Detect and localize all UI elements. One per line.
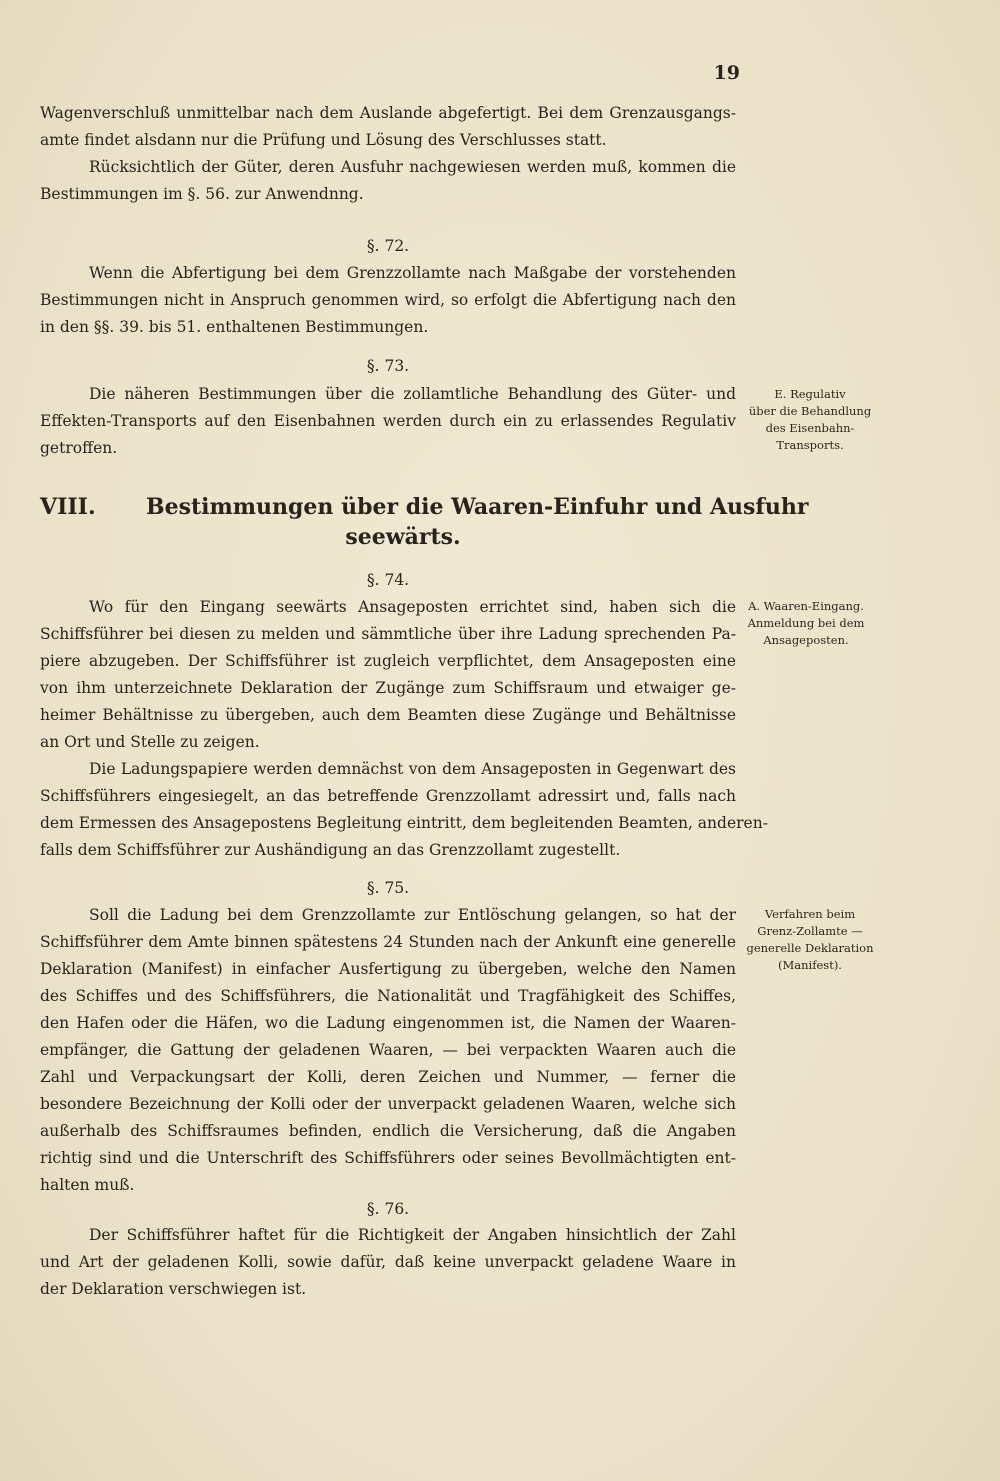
- text-line: getroffen.: [40, 439, 118, 457]
- text-line: den Hafen oder die Häfen, wo die Ladung eingenommen ist, die Namen der Waaren-: [40, 1014, 736, 1032]
- paragraph-74: [40, 594, 768, 864]
- text-line: Wagenverschluß unmittelbar nach dem Auslande abgefertigt. Bei dem Grenzausgangs-: [40, 104, 736, 122]
- text-line: falls dem Schiffsführer zur Aushändigung an das Grenzzollamt zugestellt.: [40, 841, 621, 859]
- paragraph-continuation: [40, 100, 736, 208]
- section-heading-74: §. 74.: [366, 571, 410, 589]
- chapter-title-line2: seewärts.: [345, 524, 461, 550]
- paragraph-73: [40, 381, 736, 462]
- text-line: des Schiffes und des Schiffsführers, die Nationalität und Tragfähigkeit des Schiffes,: [40, 987, 736, 1005]
- text-line: Effekten-Transports auf den Eisenbahnen werden durch ein zu erlassendes Regulativ: [40, 412, 736, 430]
- text-line: Schiffsführer dem Amte binnen spätestens 24 Stunden nach der Ankunft eine generelle: [40, 933, 736, 951]
- text-line: Soll die Ladung bei dem Grenzzollamte zur Entlöschung gelangen, so hat der: [89, 906, 736, 924]
- section-heading-75: §. 75.: [366, 879, 410, 897]
- text-line: Schiffsführer bei diesen zu melden und sämmtliche über ihre Ladung sprechenden Pa-: [40, 625, 736, 643]
- chapter-heading: [40, 492, 809, 552]
- text-line: piere abzugeben. Der Schiffsführer ist zugleich verpflichtet, dem Ansageposten eine: [40, 652, 736, 670]
- margin-note-line: (Manifest).: [778, 958, 842, 972]
- margin-note-line: Ansageposten.: [763, 633, 849, 647]
- paragraph-72: [40, 260, 736, 341]
- text-line: halten muß.: [40, 1176, 135, 1194]
- text-line: in den §§. 39. bis 51. enthaltenen Bestimmungen.: [40, 318, 429, 336]
- margin-note-line: Grenz-Zollamte —: [757, 924, 863, 938]
- margin-note-line: Anmeldung bei dem: [747, 616, 865, 630]
- section-heading-76: §. 76.: [366, 1200, 410, 1218]
- margin-note-line: Transports.: [776, 438, 844, 452]
- text-line: Der Schiffsführer haftet für die Richtigkeit der Angaben hinsichtlich der Zahl: [89, 1226, 736, 1244]
- margin-note-line: Verfahren beim: [764, 907, 856, 921]
- text-line: der Deklaration verschwiegen ist.: [40, 1280, 307, 1298]
- text-line: Bestimmungen im §. 56. zur Anwendnng.: [40, 185, 364, 203]
- text-line: dem Ermessen des Ansagepostens Begleitung eintritt, dem begleitenden Beamten, anderen-: [40, 814, 768, 832]
- text-line: Wo für den Eingang seewärts Ansageposten errichtet sind, haben sich die: [89, 598, 736, 616]
- text-line: empfänger, die Gattung der geladenen Waaren, — bei verpackten Waaren auch die: [40, 1041, 736, 1059]
- text-line: Die näheren Bestimmungen über die zollamtliche Behandlung des Güter- und: [89, 385, 736, 403]
- paragraph-75: [40, 902, 736, 1199]
- text-line: außerhalb des Schiffsraumes befinden, endlich die Versicherung, daß die Angaben: [40, 1122, 736, 1140]
- margin-note-75: [740, 906, 880, 974]
- text-line: besondere Bezeichnung der Kolli oder der unverpackt geladenen Waaren, welche sich: [40, 1095, 736, 1113]
- text-line: Deklaration (Manifest) in einfacher Ausfertigung zu übergeben, welche den Namen: [40, 960, 736, 978]
- text-line: von ihm unterzeichnete Deklaration der Zugänge zum Schiffsraum und etwaiger ge-: [40, 679, 736, 697]
- text-line: an Ort und Stelle zu zeigen.: [40, 733, 260, 751]
- section-heading-72: §. 72.: [366, 237, 410, 255]
- text-line: Schiffsführers eingesiegelt, an das betreffende Grenzzollamt adressirt und, falls nach: [40, 787, 736, 805]
- margin-note-line: A. Waaren-Eingang.: [748, 599, 864, 613]
- text-line: Zahl und Verpackungsart der Kolli, deren Zeichen und Nummer, — ferner die: [40, 1068, 736, 1086]
- text-line: amte findet alsdann nur die Prüfung und Lösung des Verschlusses statt.: [40, 131, 607, 149]
- text-line: Rücksichtlich der Güter, deren Ausfuhr nachgewiesen werden muß, kommen die: [89, 158, 736, 176]
- text-line: richtig sind und die Unterschrift des Schiffsführers oder seines Bevollmächtigten ent-: [40, 1149, 736, 1167]
- paragraph-76: [40, 1222, 736, 1303]
- margin-note-line: E. Regulativ: [774, 387, 846, 401]
- margin-note-line: über die Behandlung: [748, 404, 872, 418]
- text-line: heimer Behältnisse zu übergeben, auch dem Beamten diese Zugänge und Behältnisse: [40, 706, 736, 724]
- margin-note-73: [744, 386, 876, 454]
- section-heading-73: §. 73.: [366, 357, 410, 375]
- text-line: Die Ladungspapiere werden demnächst von dem Ansageposten in Gegenwart des: [89, 760, 736, 778]
- chapter-number: VIII.: [40, 494, 96, 520]
- margin-note-line: generelle Deklaration: [746, 941, 874, 955]
- text-line: Bestimmungen nicht in Anspruch genommen wird, so erfolgt die Abfertigung nach den: [40, 291, 736, 309]
- page-number: 19: [713, 62, 740, 84]
- chapter-title: Bestimmungen über die Waaren-Einfuhr und Ausfuhr: [146, 494, 809, 520]
- text-line: Wenn die Abfertigung bei dem Grenzzollamte nach Maßgabe der vorstehenden: [89, 264, 736, 282]
- margin-note-74: [736, 598, 876, 649]
- text-line: und Art der geladenen Kolli, sowie dafür, daß keine unverpackt geladene Waare in: [40, 1253, 736, 1271]
- margin-note-line: des Eisenbahn-: [765, 421, 855, 435]
